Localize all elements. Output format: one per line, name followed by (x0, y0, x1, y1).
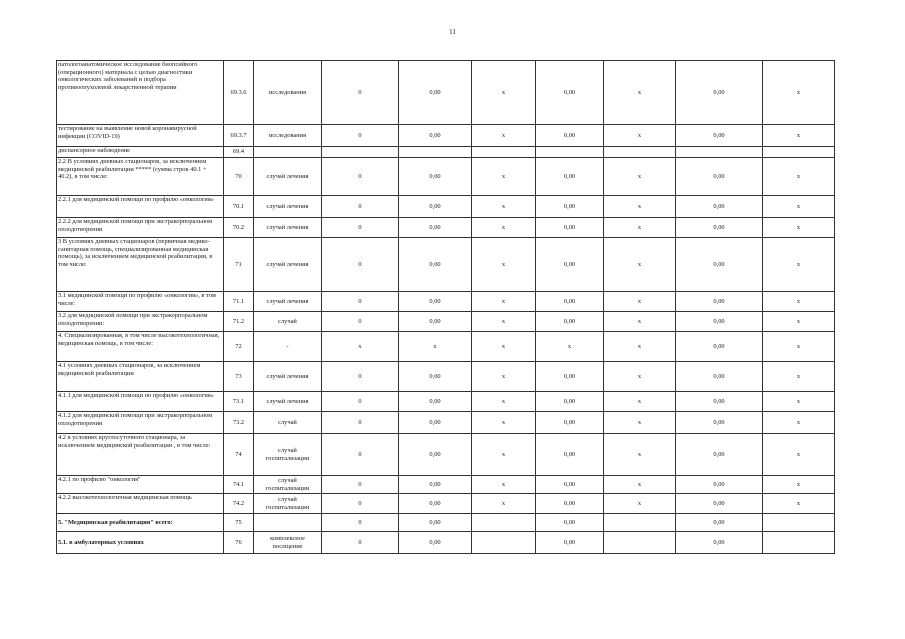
row-value-cell: х (604, 125, 676, 147)
row-value-cell: х (604, 476, 676, 494)
row-name-cell: 3.2 для медицинской помощи при экстракорпоральном оплодотворении: (57, 312, 224, 332)
row-unit-cell: случай (254, 412, 322, 434)
row-value-cell: 0,00 (399, 392, 472, 412)
row-value-cell: х (763, 476, 835, 494)
row-value-cell: х (472, 392, 536, 412)
row-value-cell: х (604, 392, 676, 412)
table-row (57, 312, 835, 332)
row-value-cell (536, 147, 604, 158)
row-code-cell: 74.1 (224, 476, 254, 494)
row-value-cell: 0,00 (536, 476, 604, 494)
row-value-cell: 0,00 (399, 125, 472, 147)
row-value-cell: 0 (322, 514, 399, 532)
row-name-cell: патологоанатомическое исследование биопсийного (операционного) материала с целью диагностики онкологических заболеваний и подбора противоопухолевой лекарственной терапии (57, 61, 224, 125)
row-value-cell: х (472, 125, 536, 147)
row-value-cell (763, 514, 835, 532)
row-name-cell: диспансерное наблюдение (57, 147, 224, 158)
row-value-cell: 0,00 (676, 158, 763, 196)
row-value-cell: х (604, 196, 676, 218)
row-value-cell (604, 147, 676, 158)
row-value-cell: х (472, 158, 536, 196)
row-value-cell: 0,00 (676, 332, 763, 362)
row-unit-cell: случай лечения (254, 158, 322, 196)
row-value-cell: 0,00 (536, 196, 604, 218)
row-unit-cell: случай лечения (254, 218, 322, 238)
row-value-cell: 0 (322, 392, 399, 412)
row-value-cell: х (763, 158, 835, 196)
row-value-cell: х (763, 494, 835, 514)
row-unit-cell: случай лечения (254, 196, 322, 218)
row-value-cell: х (604, 238, 676, 292)
row-code-cell: 70.2 (224, 218, 254, 238)
row-value-cell: х (472, 312, 536, 332)
row-value-cell: 0,00 (536, 218, 604, 238)
row-value-cell: х (604, 434, 676, 476)
row-unit-cell: случай лечения (254, 292, 322, 312)
row-value-cell: 0,00 (536, 494, 604, 514)
row-value-cell: 0,00 (676, 218, 763, 238)
row-code-cell: 73.2 (224, 412, 254, 434)
table-row (57, 514, 835, 532)
row-value-cell: 0 (322, 362, 399, 392)
row-value-cell: 0,00 (676, 494, 763, 514)
row-value-cell: 0,00 (399, 158, 472, 196)
page-number: 11 (449, 28, 456, 36)
table-row (57, 362, 835, 392)
row-name-cell: 5.1. в амбулаторных условиях (57, 532, 224, 554)
row-value-cell: 0,00 (676, 312, 763, 332)
row-value-cell (604, 532, 676, 554)
row-value-cell: 0,00 (399, 312, 472, 332)
row-value-cell: 0,00 (536, 238, 604, 292)
row-value-cell: х (763, 332, 835, 362)
row-name-cell: 3.1 медицинской помощи по профилю «онкология», в том числе: (57, 292, 224, 312)
row-value-cell (322, 147, 399, 158)
row-value-cell: 0,00 (536, 392, 604, 412)
row-value-cell: х (763, 218, 835, 238)
row-value-cell: 0,00 (399, 514, 472, 532)
row-value-cell (763, 147, 835, 158)
row-value-cell: х (472, 238, 536, 292)
table-row (57, 238, 835, 292)
table-row (57, 158, 835, 196)
row-unit-cell: случай госпитализации (254, 476, 322, 494)
row-value-cell: х (763, 392, 835, 412)
row-value-cell (472, 147, 536, 158)
row-value-cell: 0,00 (676, 196, 763, 218)
row-value-cell: 0,00 (399, 476, 472, 494)
row-value-cell: 0 (322, 125, 399, 147)
row-unit-cell (254, 514, 322, 532)
row-value-cell: 0,00 (399, 532, 472, 554)
row-value-cell: х (604, 218, 676, 238)
row-value-cell: х (604, 412, 676, 434)
row-code-cell: 74 (224, 434, 254, 476)
row-value-cell: х (763, 292, 835, 312)
table-row (57, 476, 835, 494)
table-row (57, 147, 835, 158)
row-name-cell: 4.2.1 по профилю "онкология" (57, 476, 224, 494)
row-value-cell: 0,00 (676, 125, 763, 147)
row-code-cell: 70 (224, 158, 254, 196)
row-name-cell: 4.2 в условиях круглосуточного стационара, за исключением медицинской реабилитации , в том числе: (57, 434, 224, 476)
row-code-cell: 71.2 (224, 312, 254, 332)
row-value-cell: 0,00 (536, 158, 604, 196)
row-value-cell: 0 (322, 61, 399, 125)
row-value-cell: 0 (322, 158, 399, 196)
row-value-cell: х (322, 332, 399, 362)
row-name-cell: 4.2.2 высокотехнологичная медицинская помощь (57, 494, 224, 514)
row-value-cell (472, 532, 536, 554)
row-code-cell: 74.2 (224, 494, 254, 514)
row-value-cell: 0 (322, 238, 399, 292)
row-value-cell: х (472, 362, 536, 392)
row-value-cell: 0 (322, 476, 399, 494)
row-value-cell: х (399, 332, 472, 362)
table-body (57, 61, 835, 554)
row-value-cell: 0,00 (676, 292, 763, 312)
table-row (57, 532, 835, 554)
row-value-cell: х (536, 332, 604, 362)
row-name-cell: тестирование на выявление новой коронавирусной инфекции (COVID-19) (57, 125, 224, 147)
row-unit-cell: случай лечения (254, 362, 322, 392)
row-value-cell: 0,00 (399, 434, 472, 476)
table-row (57, 494, 835, 514)
row-value-cell: 0,00 (399, 218, 472, 238)
row-value-cell: х (604, 332, 676, 362)
row-code-cell: 76 (224, 532, 254, 554)
row-name-cell: 4.1 условиях дневных стационаров, за исключением медицинской реабилитации (57, 362, 224, 392)
row-value-cell: 0,00 (676, 362, 763, 392)
row-value-cell: 0,00 (536, 514, 604, 532)
row-code-cell: 71.1 (224, 292, 254, 312)
row-name-cell: 4.1.1 для медицинской помощи по профилю «онкология» (57, 392, 224, 412)
table-row (57, 196, 835, 218)
row-value-cell: 0,00 (399, 238, 472, 292)
row-value-cell: 0,00 (399, 61, 472, 125)
row-unit-cell: комплексное посещение (254, 532, 322, 554)
row-code-cell: 73 (224, 362, 254, 392)
row-value-cell: 0,00 (399, 196, 472, 218)
row-value-cell: 0 (322, 312, 399, 332)
row-value-cell: 0 (322, 412, 399, 434)
row-value-cell: 0,00 (676, 514, 763, 532)
row-unit-cell: исследования (254, 61, 322, 125)
row-name-cell: 3 В условиях дневных стационаров (первичная медико-санитарная помощь, специализированная медицинская помощь), за исключением медицинской реабилитации, в том числе: (57, 238, 224, 292)
row-name-cell: 2.2 В условиях дневных стационаров, за исключением медицинской реабилитации ***** (сумма строк 40.1 + 40.2), в том числе: (57, 158, 224, 196)
row-value-cell: 0,00 (676, 434, 763, 476)
row-code-cell: 72 (224, 332, 254, 362)
row-name-cell: 4. Специализированная, в том числе высокотехнологичная, медицинская помощь, в том числе: (57, 332, 224, 362)
table-row (57, 392, 835, 412)
row-value-cell (472, 514, 536, 532)
row-value-cell: х (763, 196, 835, 218)
row-value-cell: 0,00 (676, 392, 763, 412)
row-unit-cell: исследования (254, 125, 322, 147)
row-value-cell: 0,00 (536, 412, 604, 434)
row-value-cell: 0,00 (676, 61, 763, 125)
row-value-cell: х (604, 292, 676, 312)
row-value-cell: 0,00 (536, 434, 604, 476)
row-unit-cell: случай (254, 312, 322, 332)
row-code-cell: 71 (224, 238, 254, 292)
table-row (57, 332, 835, 362)
row-value-cell: х (472, 412, 536, 434)
row-value-cell: х (472, 434, 536, 476)
row-unit-cell: случай госпитализации (254, 494, 322, 514)
table-row (57, 412, 835, 434)
row-value-cell: 0 (322, 532, 399, 554)
row-unit-cell (254, 147, 322, 158)
row-name-cell: 2.2.1 для медицинской помощи по профилю «онкология» (57, 196, 224, 218)
row-value-cell: х (472, 332, 536, 362)
row-code-cell: 70.1 (224, 196, 254, 218)
row-value-cell: 0,00 (399, 292, 472, 312)
row-value-cell: х (472, 476, 536, 494)
row-unit-cell: случай госпитализации (254, 434, 322, 476)
row-value-cell: х (604, 362, 676, 392)
row-value-cell: х (763, 412, 835, 434)
table-row (57, 292, 835, 312)
table-row (57, 61, 835, 125)
table-row (57, 434, 835, 476)
row-value-cell (399, 147, 472, 158)
table-row (57, 125, 835, 147)
row-value-cell: 0,00 (676, 476, 763, 494)
row-value-cell (604, 514, 676, 532)
row-value-cell: 0 (322, 292, 399, 312)
row-value-cell: 0,00 (536, 532, 604, 554)
row-value-cell: х (763, 312, 835, 332)
row-value-cell: х (604, 61, 676, 125)
row-value-cell: х (604, 312, 676, 332)
row-value-cell: х (763, 125, 835, 147)
row-value-cell: х (763, 434, 835, 476)
row-value-cell: 0,00 (676, 532, 763, 554)
row-code-cell: 69.4 (224, 147, 254, 158)
row-value-cell: х (472, 494, 536, 514)
row-value-cell: х (763, 238, 835, 292)
row-value-cell: х (763, 61, 835, 125)
row-value-cell: 0,00 (399, 412, 472, 434)
row-value-cell: 0,00 (536, 362, 604, 392)
row-value-cell: 0,00 (536, 312, 604, 332)
row-value-cell: 0,00 (399, 494, 472, 514)
row-value-cell: х (604, 494, 676, 514)
row-value-cell: х (604, 158, 676, 196)
row-value-cell: 0,00 (399, 362, 472, 392)
row-code-cell: 73.1 (224, 392, 254, 412)
row-value-cell: 0 (322, 494, 399, 514)
row-code-cell: 69.3.6 (224, 61, 254, 125)
row-value-cell: 0,00 (676, 238, 763, 292)
row-value-cell (763, 532, 835, 554)
row-value-cell: 0 (322, 434, 399, 476)
row-unit-cell: случай лечения (254, 238, 322, 292)
row-value-cell: 0 (322, 218, 399, 238)
row-value-cell: х (472, 196, 536, 218)
row-code-cell: 69.3.7 (224, 125, 254, 147)
row-value-cell: х (472, 61, 536, 125)
row-value-cell (676, 147, 763, 158)
row-value-cell: х (763, 362, 835, 392)
row-value-cell: 0,00 (536, 61, 604, 125)
row-value-cell: 0,00 (536, 292, 604, 312)
row-value-cell: 0 (322, 196, 399, 218)
row-name-cell: 2.2.2 для медицинской помощи при экстракорпоральном оплодотворении (57, 218, 224, 238)
row-code-cell: 75 (224, 514, 254, 532)
table-row (57, 218, 835, 238)
row-unit-cell: случай лечения (254, 392, 322, 412)
row-unit-cell: - (254, 332, 322, 362)
row-value-cell: х (472, 218, 536, 238)
row-value-cell: 0,00 (536, 125, 604, 147)
row-value-cell: х (472, 292, 536, 312)
row-name-cell: 5. "Медицинская реабилитация" всего: (57, 514, 224, 532)
row-value-cell: 0,00 (676, 412, 763, 434)
row-name-cell: 4.1.2 для медицинской помощи при экстракорпоральном оплодотворении (57, 412, 224, 434)
data-table (56, 60, 835, 554)
